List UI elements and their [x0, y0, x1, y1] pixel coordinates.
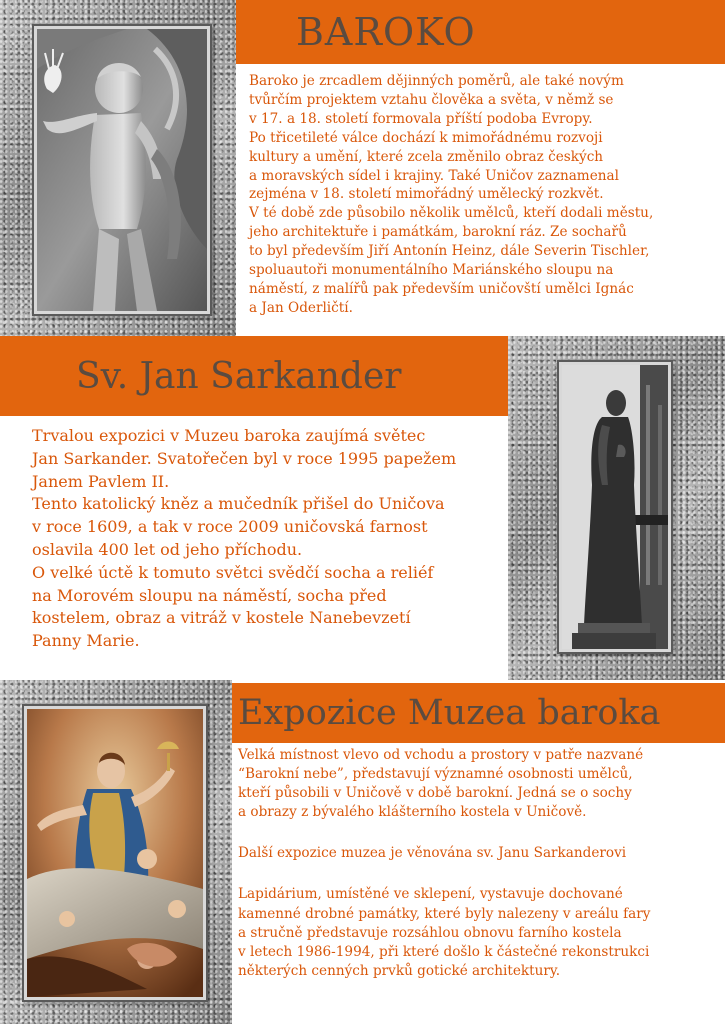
text-line: v roce 1609, a tak v roce 2009 uničovská farnost: [32, 517, 428, 537]
text-line: kultury a umění, které zcela změnilo obraz českých: [249, 148, 604, 165]
text-line: O velké úctě k tomuto světci svědčí socha a reliéf: [32, 562, 434, 582]
text-line: Trvalou expozici v Muzeu baroka zaujímá světec: [32, 426, 426, 445]
text-line: tvůrčím projektem vztahu člověka a světa, v němž se: [249, 91, 614, 108]
sarkander-title: Sv. Jan Sarkander: [76, 355, 402, 397]
text-line: kteří působili v Uničově v době barokní. Jedná se o sochy: [238, 785, 632, 802]
text-line: Po třicetileté válce dochází k mimořádnému rozvoji: [249, 129, 603, 146]
text-line: to byl především Jiří Antonín Heinz, dále Severin Tischler,: [249, 243, 650, 260]
text-line: Velká místnost vlevo od vchodu a prostory v patře nazvané: [238, 747, 644, 763]
baroko-title-banner: [236, 0, 725, 64]
baroko-title: BAROKO: [296, 10, 476, 54]
sarkander-statue-photo: [559, 362, 671, 652]
text-line: náměstí, z malířů pak především uničovští umělci Ignác: [249, 280, 634, 297]
text-line: v letech 1986-1994, při které došlo k částečné rekonstrukci: [238, 943, 650, 960]
expozice-text: [238, 746, 650, 981]
text-line: Baroko je zrcadlem dějinných poměrů, ale také novým: [249, 73, 624, 89]
text-line: některých cenných prvků gotické architektury.: [238, 962, 561, 979]
sarkander-statue-image: [562, 365, 668, 649]
text-line: jeho architektuře i památkám, barokní ráz. Ze sochařů: [249, 224, 627, 241]
text-line: Janem Pavlem II.: [32, 471, 170, 491]
text-line: Tento katolický kněz a mučedník přišel do Uničova: [32, 494, 445, 514]
text-line: Panny Marie.: [32, 631, 140, 651]
sarkander-text: [32, 425, 456, 653]
text-line: Lapidárium, umístěné ve sklepení, vystavuje dochované: [238, 886, 623, 903]
text-line: kamenné drobné památky, které byly nalezeny v areálu fary: [238, 905, 651, 922]
sarkander-title-banner: [0, 336, 508, 416]
text-line: a stručně představuje rozsáhlou obnovu farního kostela: [238, 924, 622, 941]
text-line: “Barokní nebe”, představují významné osobnosti umělců,: [238, 766, 633, 783]
text-line: Jan Sarkander. Svatořečen byl v roce 1995 papežem: [32, 448, 457, 468]
baroque-painting-photo: [24, 706, 206, 1000]
text-line: V té době zde působilo několik umělců, kteří dodali městu,: [249, 205, 654, 222]
text-line: kostelem, obraz a vitráž v kostele Nanebevzetí: [32, 608, 411, 628]
text-line: a obrazy z bývalého klášterního kostela v Uničově.: [238, 804, 587, 821]
baroque-painting-image: [27, 709, 203, 997]
cherub-statue-photo: [34, 26, 210, 314]
text-line: spoluautoři monumentálního Mariánského sloupu na: [249, 262, 614, 279]
text-line: na Morovém sloupu na náměstí, socha před: [32, 585, 387, 605]
baroko-text: [249, 72, 653, 318]
text-line: Další expozice muzea je věnována sv. Janu Sarkanderovi: [238, 845, 627, 862]
cherub-statue-image: [37, 29, 207, 311]
expozice-title-banner: [232, 683, 725, 743]
expozice-title: Expozice Muzea baroka: [238, 693, 661, 733]
text-line: zejména v 18. století mimořádný umělecký rozkvět.: [249, 186, 604, 203]
text-line: oslavila 400 let od jeho příchodu.: [32, 539, 303, 559]
text-line: v 17. a 18. století formovala příští podoba Evropy.: [249, 110, 593, 127]
text-line: a Jan Oderličtí.: [249, 299, 353, 316]
text-line: a moravských sídel i krajiny. Také Uničov zaznamenal: [249, 167, 619, 184]
